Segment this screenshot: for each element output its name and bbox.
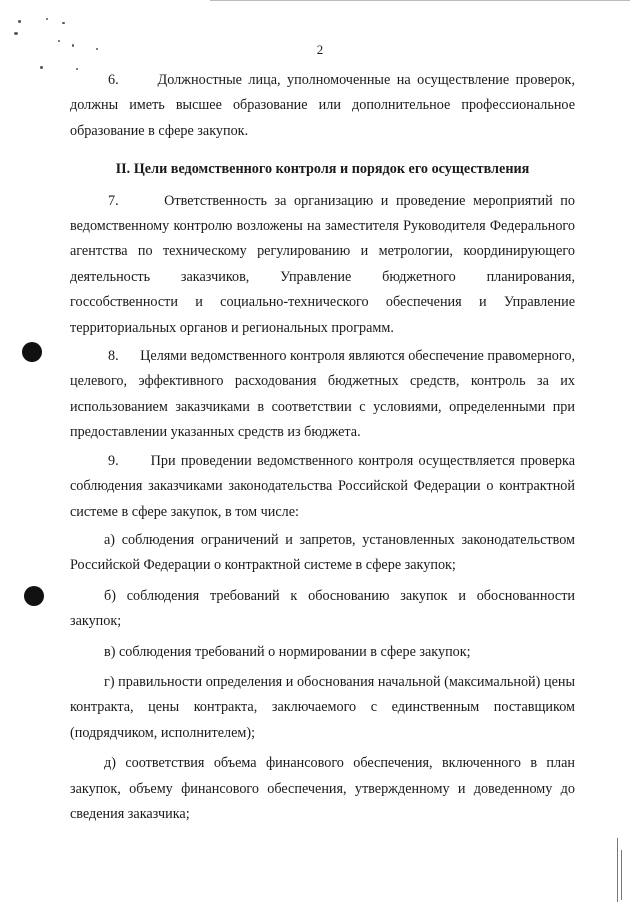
subitem-g: г) правильности определения и обоснования начальной (максимальной) цены контракта, цены контракта, заключаемого с единственным поставщиком (подрядчиком, исполнителем); [70, 673, 575, 741]
scan-edge-rule [210, 0, 630, 1]
scan-speck [62, 22, 65, 24]
scan-edge-line [621, 850, 622, 900]
scan-speck [14, 32, 18, 35]
subitem-a: а) соблюдения ограничений и запретов, установленных законодательством Российской Федерации о контрактной системе в сфере закупок; [70, 531, 575, 574]
paragraph-8: 8. Целями ведомственного контроля являются обеспечение правомерного, целевого, эффективного расходования бюджетных средств, контроль за их использованием заказчиками в соответствии с условиями, определенными при предоставлении указанных средств из бюджета. [70, 348, 575, 441]
document-body [70, 68, 575, 832]
section-heading: II. Цели ведомственного контроля и порядок его осуществления [115, 161, 530, 178]
subitem-b: б) соблюдения требований к обоснованию закупок и обоснованности закупок; [70, 587, 575, 630]
paragraph-6: 6. Должностные лица, уполномоченные на осуществление проверок, должны иметь высшее образование или дополнительное профессиональное образование в сфере закупок. [70, 72, 575, 139]
scan-speck [18, 20, 21, 23]
page-number: 2 [316, 42, 324, 57]
scan-edge-line [617, 838, 618, 902]
punch-hole-mark [24, 586, 44, 606]
subitem-d: д) соответствия объема финансового обеспечения, включенного в план закупок, объему финансового обеспечения, утвержденному и доведенному до сведения заказчика; [70, 755, 575, 822]
scan-speck [46, 18, 48, 20]
scan-speck [40, 66, 43, 69]
punch-hole-mark [22, 342, 42, 362]
subitem-v: в) соблюдения требований о нормировании в сфере закупок; [104, 643, 471, 660]
paragraph-9: 9. При проведении ведомственного контроля осуществляется проверка соблюдения заказчиками законодательства Российской Федерации о контрактной системе в сфере закупок, в том числе: [70, 452, 575, 520]
paragraph-7: 7. Ответственность за организацию и проведение мероприятий по ведомственному контролю возложены на заместителя Руководителя Федерального агентства по техническому регулированию и метрологии, координирующего деятельность заказчиков, Управление бюджетного планирования, госсобственности и социально-технического обеспечения и Управление территориальных органов и региональных программ. [70, 192, 575, 336]
